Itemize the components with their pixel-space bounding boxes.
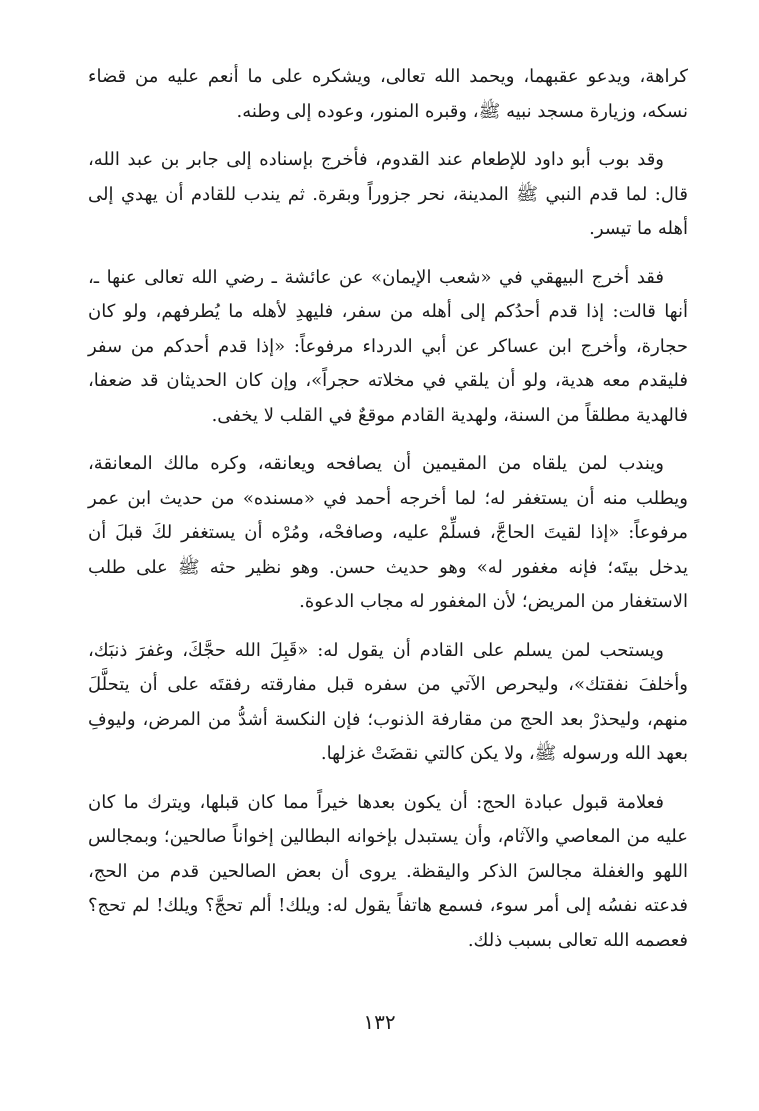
paragraph-4: ويندب لمن يلقاه من المقيمين أن يصافحه ويعانقه، وكره مالك المعانقة، ويطلب منه أن يستغفر له؛ لما أخرجه أحمد في «مسنده» من حديث ابن عمر مرفوعاً: «إذا لقيتَ الحاجَّ، فسلِّمْ عليه، وصافحْه، ومُرْه أن يستغفر لكَ قبلَ أن يدخل بيتَه؛ فإنه مغفور له» وهو حديث حسن. وهو نظير حثه ﷺ على طلب الاستغفار من المريض؛ لأن المغفور له مجاب الدعوة. — [88, 453, 688, 612]
paragraph-1: كراهة، ويدعو عقبهما، ويحمد الله تعالى، ويشكره على ما أنعم عليه من قضاء نسكه، وزيارة مسجد نبيه ﷺ، وقبره المنور، وعوده إلى وطنه. — [88, 66, 688, 122]
paragraph-5: ويستحب لمن يسلم على القادم أن يقول له: «قَبِلَ الله حجَّكَ، وغفرَ ذنبَك، وأخلفَ نفقتك»، وليحرص الآتي من سفره قبل مفارقته رفقتَه على أن يتحلَّلَ منهم، وليحذرْ بعد الحج من مقارفة الذنوب؛ فإن النكسة أشدُّ من المرض، وليوفِ بعهد الله ورسوله ﷺ، ولا يكن كالتي نقضَتْ غزلها. — [88, 639, 688, 764]
page-number: ١٣٢ — [363, 1010, 396, 1034]
paragraph-2: وقد بوب أبو داود للإطعام عند القدوم، فأخرج بإسناده إلى جابر بن عبد الله، قال: لما قدم النبي ﷺ المدينة، نحر جزوراً وبقرة. ثم يندب للقادم أن يهدي إلى أهله ما تيسر. — [88, 149, 688, 239]
paragraph-3: فقد أخرج البيهقي في «شعب الإيمان» عن عائشة ـ رضي الله تعالى عنها ـ، أنها قالت: إذا قدم أحدُكم إلى أهله من سفر، فليهدِ لأهله ما يُطرفهم، ولو كان حجارة، وأخرج ابن عساكر عن أبي الدرداء مرفوعاً: «إذا قدم أحدكم من سفر فليقدم معه هدية، ولو أن يلقي في مخلاته حجراً»، وإن كان الحديثان قد ضعفا، فالهدية مطلقاً من السنة، ولهدية القادم موقعٌ في القلب لا يخفى. — [88, 266, 688, 426]
paragraph-6: فعلامة قبول عبادة الحج: أن يكون بعدها خيراً مما كان قبلها، ويترك ما كان عليه من المعاصي والآثام، وأن يستبدل بإخوانه البطالين إخواناً صالحين؛ وبمجالس اللهو والغفلة مجالسَ الذكر واليقظة. يروى أن بعض الصالحين قدم من الحج، فدعته نفسُه إلى أمر سوء، فسمع هاتفاً يقول له: ويلك! ألم تحجَّ؟ ويلك! لم تحج؟ فعصمه الله تعالى بسبب ذلك. — [88, 791, 688, 951]
page-body — [88, 60, 688, 972]
